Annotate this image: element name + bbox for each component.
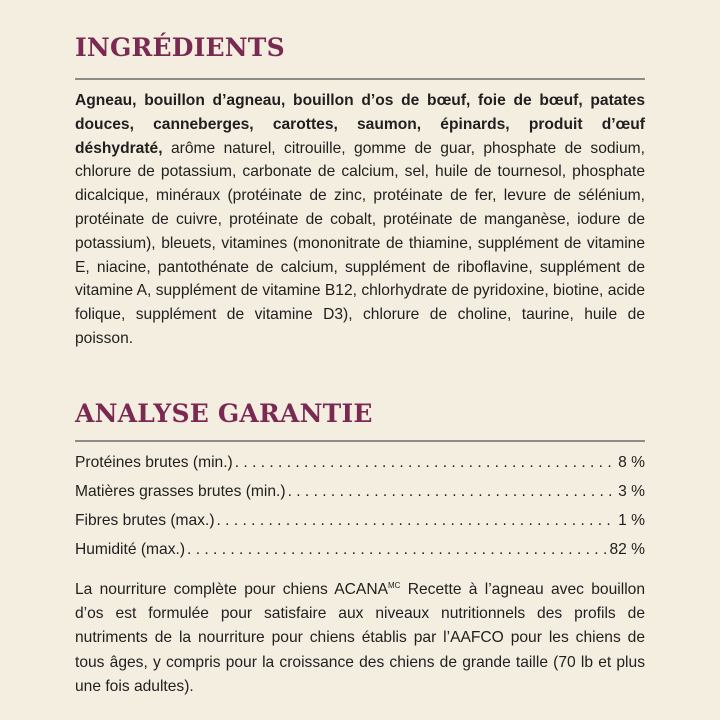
analysis-label: Fibres brutes (max.) xyxy=(75,512,215,529)
analysis-row-fibre xyxy=(75,506,645,535)
ingredients-bold-text: Agneau, bouillon d’agneau, bouillon d’os de bœuf, foie de bœuf, patates douces, canneberges, carottes, saumon, épinards, produit d’œuf déshydraté, xyxy=(75,92,645,157)
analysis-divider xyxy=(75,440,645,442)
statement-text-start: La nourriture complète pour chiens xyxy=(75,581,335,598)
dot-leader xyxy=(217,506,617,535)
aafco-statement xyxy=(75,578,645,699)
analysis-value: 1 % xyxy=(618,512,645,529)
brand-mark: MC xyxy=(388,581,401,590)
analysis-value: 3 % xyxy=(618,483,645,500)
ingredients-heading: INGRÉDIENTS xyxy=(75,33,285,62)
analysis-row-fat xyxy=(75,477,645,506)
analysis-value: 82 % xyxy=(609,541,645,558)
statement-text-end: Recette à l’agneau avec bouillon d’os est formulée pour satisfaire aux niveaux nutritionnels des profils de nutriments de la nourriture pour chiens établis par l’AAFCO pour les chiens de tous âges, y compris pour la croissance des chiens de grande taille (70 lb et plus une fois adultes). xyxy=(75,581,645,695)
ingredients-list xyxy=(75,89,645,351)
analysis-value: 8 % xyxy=(618,454,645,471)
ingredients-regular-text: arôme naturel, citrouille, gomme de guar, phosphate de sodium, chlorure de potassium, carbonate de calcium, sel, huile de tournesol, phosphate dicalcique, minéraux (protéinate de zinc, protéinate de fer, levure de sélénium, protéinate de cuivre, protéinate de cobalt, protéinate de manganèse, iodure de potassium), bleuets, vitamines (mononitrate de thiamine, supplément de vitamine E, niacine, pantothénate de calcium, supplément de riboflavine, supplément de vitamine A, supplément de vitamine B12, chlorhydrate de pyridoxine, biotine, acide folique, supplément de vitamine D3), chlorure de choline, taurine, huile de poisson. xyxy=(75,139,645,347)
analysis-label: Matières grasses brutes (min.) xyxy=(75,483,286,500)
analysis-heading: ANALYSE GARANTIE xyxy=(75,399,373,428)
analysis-row-moisture xyxy=(75,535,645,564)
dot-leader xyxy=(187,535,607,564)
analysis-label: Humidité (max.) xyxy=(75,541,186,558)
dot-leader xyxy=(288,477,617,506)
analysis-label: Protéines brutes (min.) xyxy=(75,454,233,471)
ingredients-divider xyxy=(75,78,645,80)
brand-name: ACANA xyxy=(334,581,388,598)
dot-leader xyxy=(235,448,616,477)
analysis-table xyxy=(75,448,645,564)
analysis-row-protein xyxy=(75,448,645,477)
